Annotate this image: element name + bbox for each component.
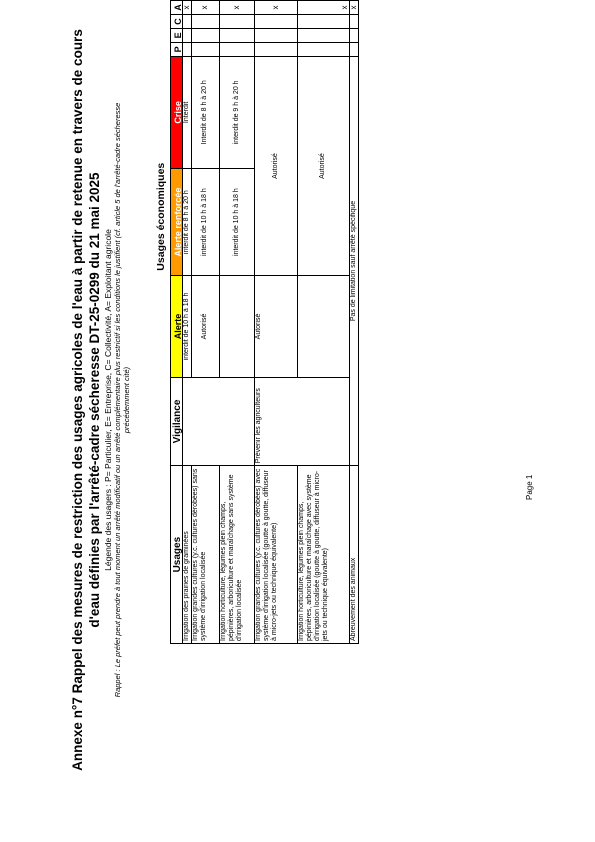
crise-cell: Interdit de 8 h à 20 h <box>191 56 219 168</box>
table-row <box>191 1 219 644</box>
header-crise: Crise <box>170 56 182 168</box>
table-row <box>349 1 358 644</box>
header-vigilance: Vigilance <box>170 377 182 466</box>
alerte-empty-cell <box>219 276 254 377</box>
usage-cell: Irrigation horticulture, légumes plein champs, pépinières, arboriculture et maraîchage avec système d'irrigation localisée (goutte à goutte, diffuseur à micro-jets ou technique équivalente) <box>297 466 349 644</box>
rappel-line-1: Rappel : Le préfet peut prendre à tout moment un arrêté modificatif ou un arrêté complémentaire plus restrictif si les conditions le justifient (cf. article 5 de l'arrêté-cadre sécheresse <box>113 102 122 698</box>
page-number: Page 1 <box>525 474 534 500</box>
table-row <box>182 1 191 644</box>
renforcee-cell: interdit de 8 h à 20 h <box>182 168 191 275</box>
usage-cell: Irrigation grandes cultures (y.c. cultures dérobées) avec système d'irrigation localisée (goutte à goutte, diffuseur à micro-jets ou technique équivalente) <box>254 466 297 644</box>
renforcee-cell: interdit de 10 h à 18 h <box>219 168 254 275</box>
user-a-mark: x <box>219 1 254 15</box>
crise-cell: interdit de 9 h à 20 h <box>219 56 254 168</box>
user-a-mark: x <box>297 1 349 15</box>
table-row <box>297 1 349 644</box>
renforcee-crise-cell: Autorisé <box>297 56 349 276</box>
page-footer <box>525 0 545 842</box>
restriction-table <box>157 0 359 644</box>
header-alerte: Alerte <box>170 276 182 377</box>
user-a-mark: x <box>254 1 297 15</box>
user-a-mark: x <box>349 1 358 15</box>
title-line-2: d'eau définies par l'arrêté-cadre sécheresse DT-25-0299 du 21 mai 2025 <box>87 172 102 628</box>
header-usages: Usages <box>170 466 182 644</box>
vigilance-empty-cell <box>182 377 254 466</box>
group-header: Usages économiques <box>155 162 167 271</box>
renforcee-crise-cell: Autorisé <box>254 56 297 276</box>
usage-cell: Irrigation horticulture, légumes plein champs, pépinières, arboriculture et maraîchage sans système d'irrigation localisée <box>219 466 254 644</box>
user-a-mark: x <box>182 1 191 15</box>
header-c: C <box>170 14 182 28</box>
title-line-1: Annexe n°7 Rappel des mesures de restriction des usages agricoles de l'eau à partir de retenue en travers de cours <box>70 29 85 771</box>
table-row <box>219 1 254 644</box>
merged-cell: Pas de limitation sauf arrêté spécifique <box>349 56 358 466</box>
vigilance-cell: Prévenir les agriculteurs <box>254 377 349 466</box>
alerte-cell: Autorisé <box>191 276 219 377</box>
rappel-line-2: précédemment cité) <box>122 366 131 434</box>
usage-cell: Irrigation des prairies de graminées <box>182 466 191 644</box>
legend: Légende des usagers : P= Particulier, E= Entreprise, C= Collectivité, A= Exploitant agricole <box>103 229 113 571</box>
header-a: A <box>170 1 182 15</box>
header-alerte-renforcee: Alerte renforcée <box>170 168 182 275</box>
header-p: P <box>170 42 182 56</box>
user-a-mark: x <box>191 1 219 15</box>
usage-cell: Irrigation grandes cultures (y.c. cultures dérobées) sans système d'irrigation localisée <box>191 466 219 644</box>
alerte-cell: Autorisé <box>254 276 297 377</box>
alerte-empty-cell <box>297 276 349 377</box>
table-row <box>254 1 297 644</box>
crise-cell: Interdit <box>182 56 191 168</box>
header-e: E <box>170 28 182 42</box>
renforcee-cell: interdit de 10 h à 18 h <box>191 168 219 275</box>
alerte-cell: interdit de 10 h à 18 h <box>182 276 191 377</box>
usage-cell: Abreuvement des animaux <box>349 466 358 644</box>
